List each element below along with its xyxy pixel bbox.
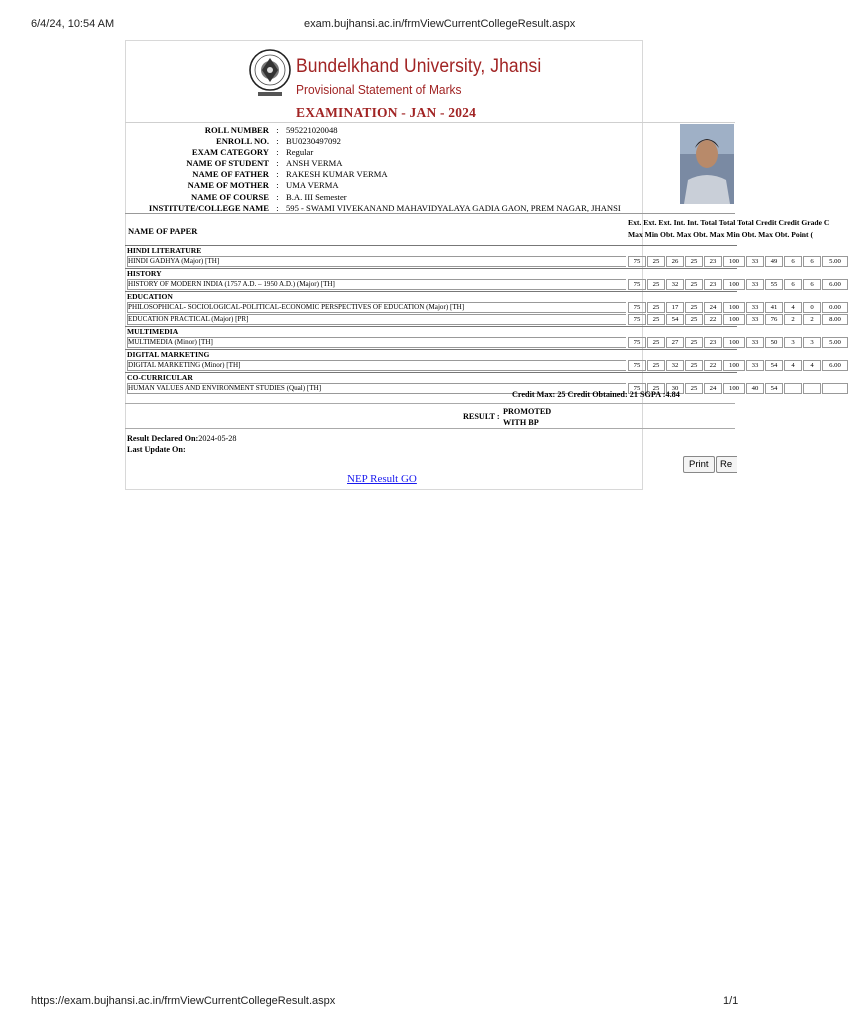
mark-cells xyxy=(628,302,849,313)
mark-cell: 100 xyxy=(723,360,745,371)
info-label: ROLL NUMBER xyxy=(204,125,269,135)
mark-cell: 25 xyxy=(647,337,665,348)
mark-cell: 6 xyxy=(803,279,821,290)
mark-cell: 75 xyxy=(628,360,646,371)
info-colon: : xyxy=(276,180,279,191)
result-line-1: PROMOTED xyxy=(503,407,552,416)
mark-cell: 54 xyxy=(765,360,783,371)
paper-name: MULTIMEDIA (Minor) [TH] xyxy=(127,337,626,348)
mark-cell: 23 xyxy=(704,256,722,267)
mark-cell: 100 xyxy=(723,337,745,348)
mark-cell: 6.00 xyxy=(822,360,848,371)
mark-cell: 4 xyxy=(803,360,821,371)
mark-cell: 30 xyxy=(666,383,684,394)
mark-cells xyxy=(628,360,849,371)
info-value: UMA VERMA xyxy=(286,180,339,191)
mark-cell: 25 xyxy=(647,279,665,290)
student-info-row xyxy=(125,136,621,147)
mark-cell: 54 xyxy=(666,314,684,325)
mark-cell: 100 xyxy=(723,302,745,313)
column-header-line-1: Ext. Ext. Ext. Int. Int. Total Total Total Credit Credit Grade C xyxy=(628,218,830,227)
table-row xyxy=(125,279,841,290)
mark-cell: 0 xyxy=(803,302,821,313)
info-label: NAME OF STUDENT xyxy=(186,158,269,169)
mark-cell: 25 xyxy=(647,302,665,313)
mark-cell: 33 xyxy=(746,279,764,290)
result-label: RESULT : xyxy=(463,412,500,421)
mark-cell: 100 xyxy=(723,314,745,325)
credit-summary: Credit Max: 25 Credit Obtained: 21 SGPA :4.84 xyxy=(512,390,680,399)
mark-cell: 6.00 xyxy=(822,279,848,290)
mark-cells xyxy=(628,314,849,325)
table-row xyxy=(125,256,841,267)
column-header-line-2: Max Min Obt. Max Obt. Max Min Obt. Max Obt. Point ( xyxy=(628,230,813,239)
re-button[interactable]: Re xyxy=(716,456,737,473)
mark-cell xyxy=(784,383,802,394)
mark-cell: 33 xyxy=(746,337,764,348)
statement-subtitle: Provisional Statement of Marks xyxy=(296,82,462,97)
mark-cell: 22 xyxy=(704,314,722,325)
mark-cell: 75 xyxy=(628,256,646,267)
divider xyxy=(125,428,735,429)
mark-cell: 54 xyxy=(765,383,783,394)
info-label: ENROLL NO. xyxy=(215,136,269,147)
student-info-row xyxy=(125,169,621,180)
mark-cell: 25 xyxy=(685,279,703,290)
info-colon: : xyxy=(276,202,279,213)
mark-cell: 2 xyxy=(784,314,802,325)
mark-cell: 2 xyxy=(803,314,821,325)
mark-cell: 25 xyxy=(685,383,703,394)
result-value xyxy=(503,406,551,428)
page-count: 1/1 xyxy=(723,995,739,1007)
mark-cell: 25 xyxy=(647,360,665,371)
mark-cell: 4 xyxy=(784,302,802,313)
mark-cell: 25 xyxy=(685,302,703,313)
student-info-row xyxy=(125,192,621,203)
university-name: Bundelkhand University, Jhansi xyxy=(296,56,542,77)
paper-name: HUMAN VALUES AND ENVIRONMENT STUDIES (Qual) [TH] xyxy=(127,383,626,394)
student-info xyxy=(125,125,621,214)
mark-cell: 25 xyxy=(685,314,703,325)
print-datetime: 6/4/24, 10:54 AM xyxy=(31,18,115,30)
mark-cell: 6 xyxy=(784,256,802,267)
mark-cell: 23 xyxy=(704,279,722,290)
result-dates xyxy=(127,433,236,455)
student-info-row xyxy=(125,180,621,191)
table-row xyxy=(125,360,841,371)
marks-table-top-border xyxy=(125,213,735,214)
divider xyxy=(125,403,735,404)
mark-cell: 25 xyxy=(647,256,665,267)
examination-title: EXAMINATION - JAN - 2024 xyxy=(296,105,477,120)
university-seal-logo xyxy=(248,44,292,102)
mark-cell: 8.00 xyxy=(822,314,848,325)
info-label: NAME OF MOTHER xyxy=(187,180,269,191)
mark-cell: 6 xyxy=(784,279,802,290)
table-row xyxy=(125,337,841,348)
print-button[interactable]: Print xyxy=(683,456,715,473)
declared-label: Result Declared On: xyxy=(127,434,199,443)
info-value: RAKESH KUMAR VERMA xyxy=(286,169,388,180)
mark-cell: 17 xyxy=(666,302,684,313)
info-value: Regular xyxy=(286,147,314,158)
subject-section-title: HINDI LITERATURE xyxy=(125,245,737,256)
mark-cell: 0.00 xyxy=(822,302,848,313)
subject-section-title: EDUCATION xyxy=(125,291,737,302)
info-value: B.A. III Semester xyxy=(286,191,347,202)
mark-cells xyxy=(628,256,849,267)
paper-name: EDUCATION PRACTICAL (Major) [PR] xyxy=(127,314,626,325)
name-of-paper-header: NAME OF PAPER xyxy=(128,226,198,236)
mark-cell: 23 xyxy=(704,337,722,348)
subject-section-title: MULTIMEDIA xyxy=(125,326,737,337)
divider xyxy=(125,122,735,123)
subject-section-title: DIGITAL MARKETING xyxy=(125,349,737,360)
nep-result-link[interactable]: NEP Result GO xyxy=(347,473,417,485)
mark-cell xyxy=(803,383,821,394)
page-url-footer: https://exam.bujhansi.ac.in/frmViewCurrentCollegeResult.aspx xyxy=(31,995,336,1007)
mark-cell: 25 xyxy=(685,337,703,348)
mark-cell: 100 xyxy=(723,279,745,290)
mark-cell: 32 xyxy=(666,279,684,290)
mark-cells xyxy=(628,337,849,348)
mark-cell: 25 xyxy=(685,360,703,371)
subject-section-title: HISTORY xyxy=(125,268,737,279)
mark-cell: 32 xyxy=(666,360,684,371)
paper-name: HINDI GADHYA (Major) [TH] xyxy=(127,256,626,267)
page-url-header: exam.bujhansi.ac.in/frmViewCurrentCollegeResult.aspx xyxy=(304,18,576,30)
mark-cell xyxy=(822,383,848,394)
student-info-row xyxy=(125,147,621,158)
info-value: 595221020048 xyxy=(286,125,338,135)
info-colon: : xyxy=(276,191,279,202)
student-info-row xyxy=(125,125,621,136)
mark-cell: 3 xyxy=(784,337,802,348)
mark-cell: 33 xyxy=(746,302,764,313)
info-colon: : xyxy=(276,158,279,169)
mark-cell: 75 xyxy=(628,279,646,290)
mark-cell: 41 xyxy=(765,302,783,313)
mark-cell: 75 xyxy=(628,383,646,394)
mark-cell: 24 xyxy=(704,302,722,313)
info-label: NAME OF FATHER xyxy=(192,169,269,180)
info-value: BU0230497092 xyxy=(286,136,341,147)
paper-name: HISTORY OF MODERN INDIA (1757 A.D. – 1950 A.D.) (Major) [TH] xyxy=(127,279,626,290)
mark-cell: 25 xyxy=(685,256,703,267)
info-value: 595 - SWAMI VIVEKANAND MAHAVIDYALAYA GADIA GAON, PREM NAGAR, JHANSI xyxy=(286,202,621,213)
mark-cell: 5.00 xyxy=(822,337,848,348)
mark-cell: 100 xyxy=(723,383,745,394)
mark-cell: 25 xyxy=(647,383,665,394)
info-colon: : xyxy=(276,125,279,135)
mark-cell: 55 xyxy=(765,279,783,290)
paper-name: PHILOSOPHICAL- SOCIOLOGICAL-POLITICAL-ECONOMIC PERSPECTIVES OF EDUCATION (Major) [TH] xyxy=(127,302,626,313)
subject-section-title: CO-CURRICULAR xyxy=(125,372,737,383)
student-photo xyxy=(680,124,734,204)
mark-cell: 4 xyxy=(784,360,802,371)
declared-date: 2024-05-28 xyxy=(198,434,237,443)
paper-name: DIGITAL MARKETING (Minor) [TH] xyxy=(127,360,626,371)
mark-cell: 49 xyxy=(765,256,783,267)
info-colon: : xyxy=(276,169,279,180)
mark-cell: 75 xyxy=(628,314,646,325)
info-label: INSTITUTE/COLLEGE NAME xyxy=(148,202,269,213)
mark-cell: 3 xyxy=(803,337,821,348)
mark-cell: 75 xyxy=(628,337,646,348)
mark-cell: 27 xyxy=(666,337,684,348)
table-row xyxy=(125,302,841,313)
info-label: EXAM CATEGORY xyxy=(191,147,269,158)
mark-cell: 25 xyxy=(647,314,665,325)
mark-cell: 33 xyxy=(746,256,764,267)
marks-table-header xyxy=(125,217,830,243)
mark-cell: 33 xyxy=(746,314,764,325)
mark-cell: 100 xyxy=(723,256,745,267)
student-info-row xyxy=(125,158,621,169)
mark-cell: 33 xyxy=(746,360,764,371)
last-update-label: Last Update On: xyxy=(127,445,186,454)
mark-cell: 22 xyxy=(704,360,722,371)
mark-cell: 50 xyxy=(765,337,783,348)
mark-cell: 40 xyxy=(746,383,764,394)
marks-column-headers xyxy=(628,217,829,241)
info-value: ANSH VERMA xyxy=(286,158,343,169)
mark-cell: 5.00 xyxy=(822,256,848,267)
info-colon: : xyxy=(276,147,279,158)
mark-cell: 26 xyxy=(666,256,684,267)
info-label: NAME OF COURSE xyxy=(191,191,269,202)
info-colon: : xyxy=(276,136,279,147)
mark-cell: 76 xyxy=(765,314,783,325)
mark-cell: 75 xyxy=(628,302,646,313)
result-line-2: WITH BP xyxy=(503,418,539,427)
mark-cell: 6 xyxy=(803,256,821,267)
mark-cell: 24 xyxy=(704,383,722,394)
table-row xyxy=(125,314,841,325)
mark-cells xyxy=(628,279,849,290)
